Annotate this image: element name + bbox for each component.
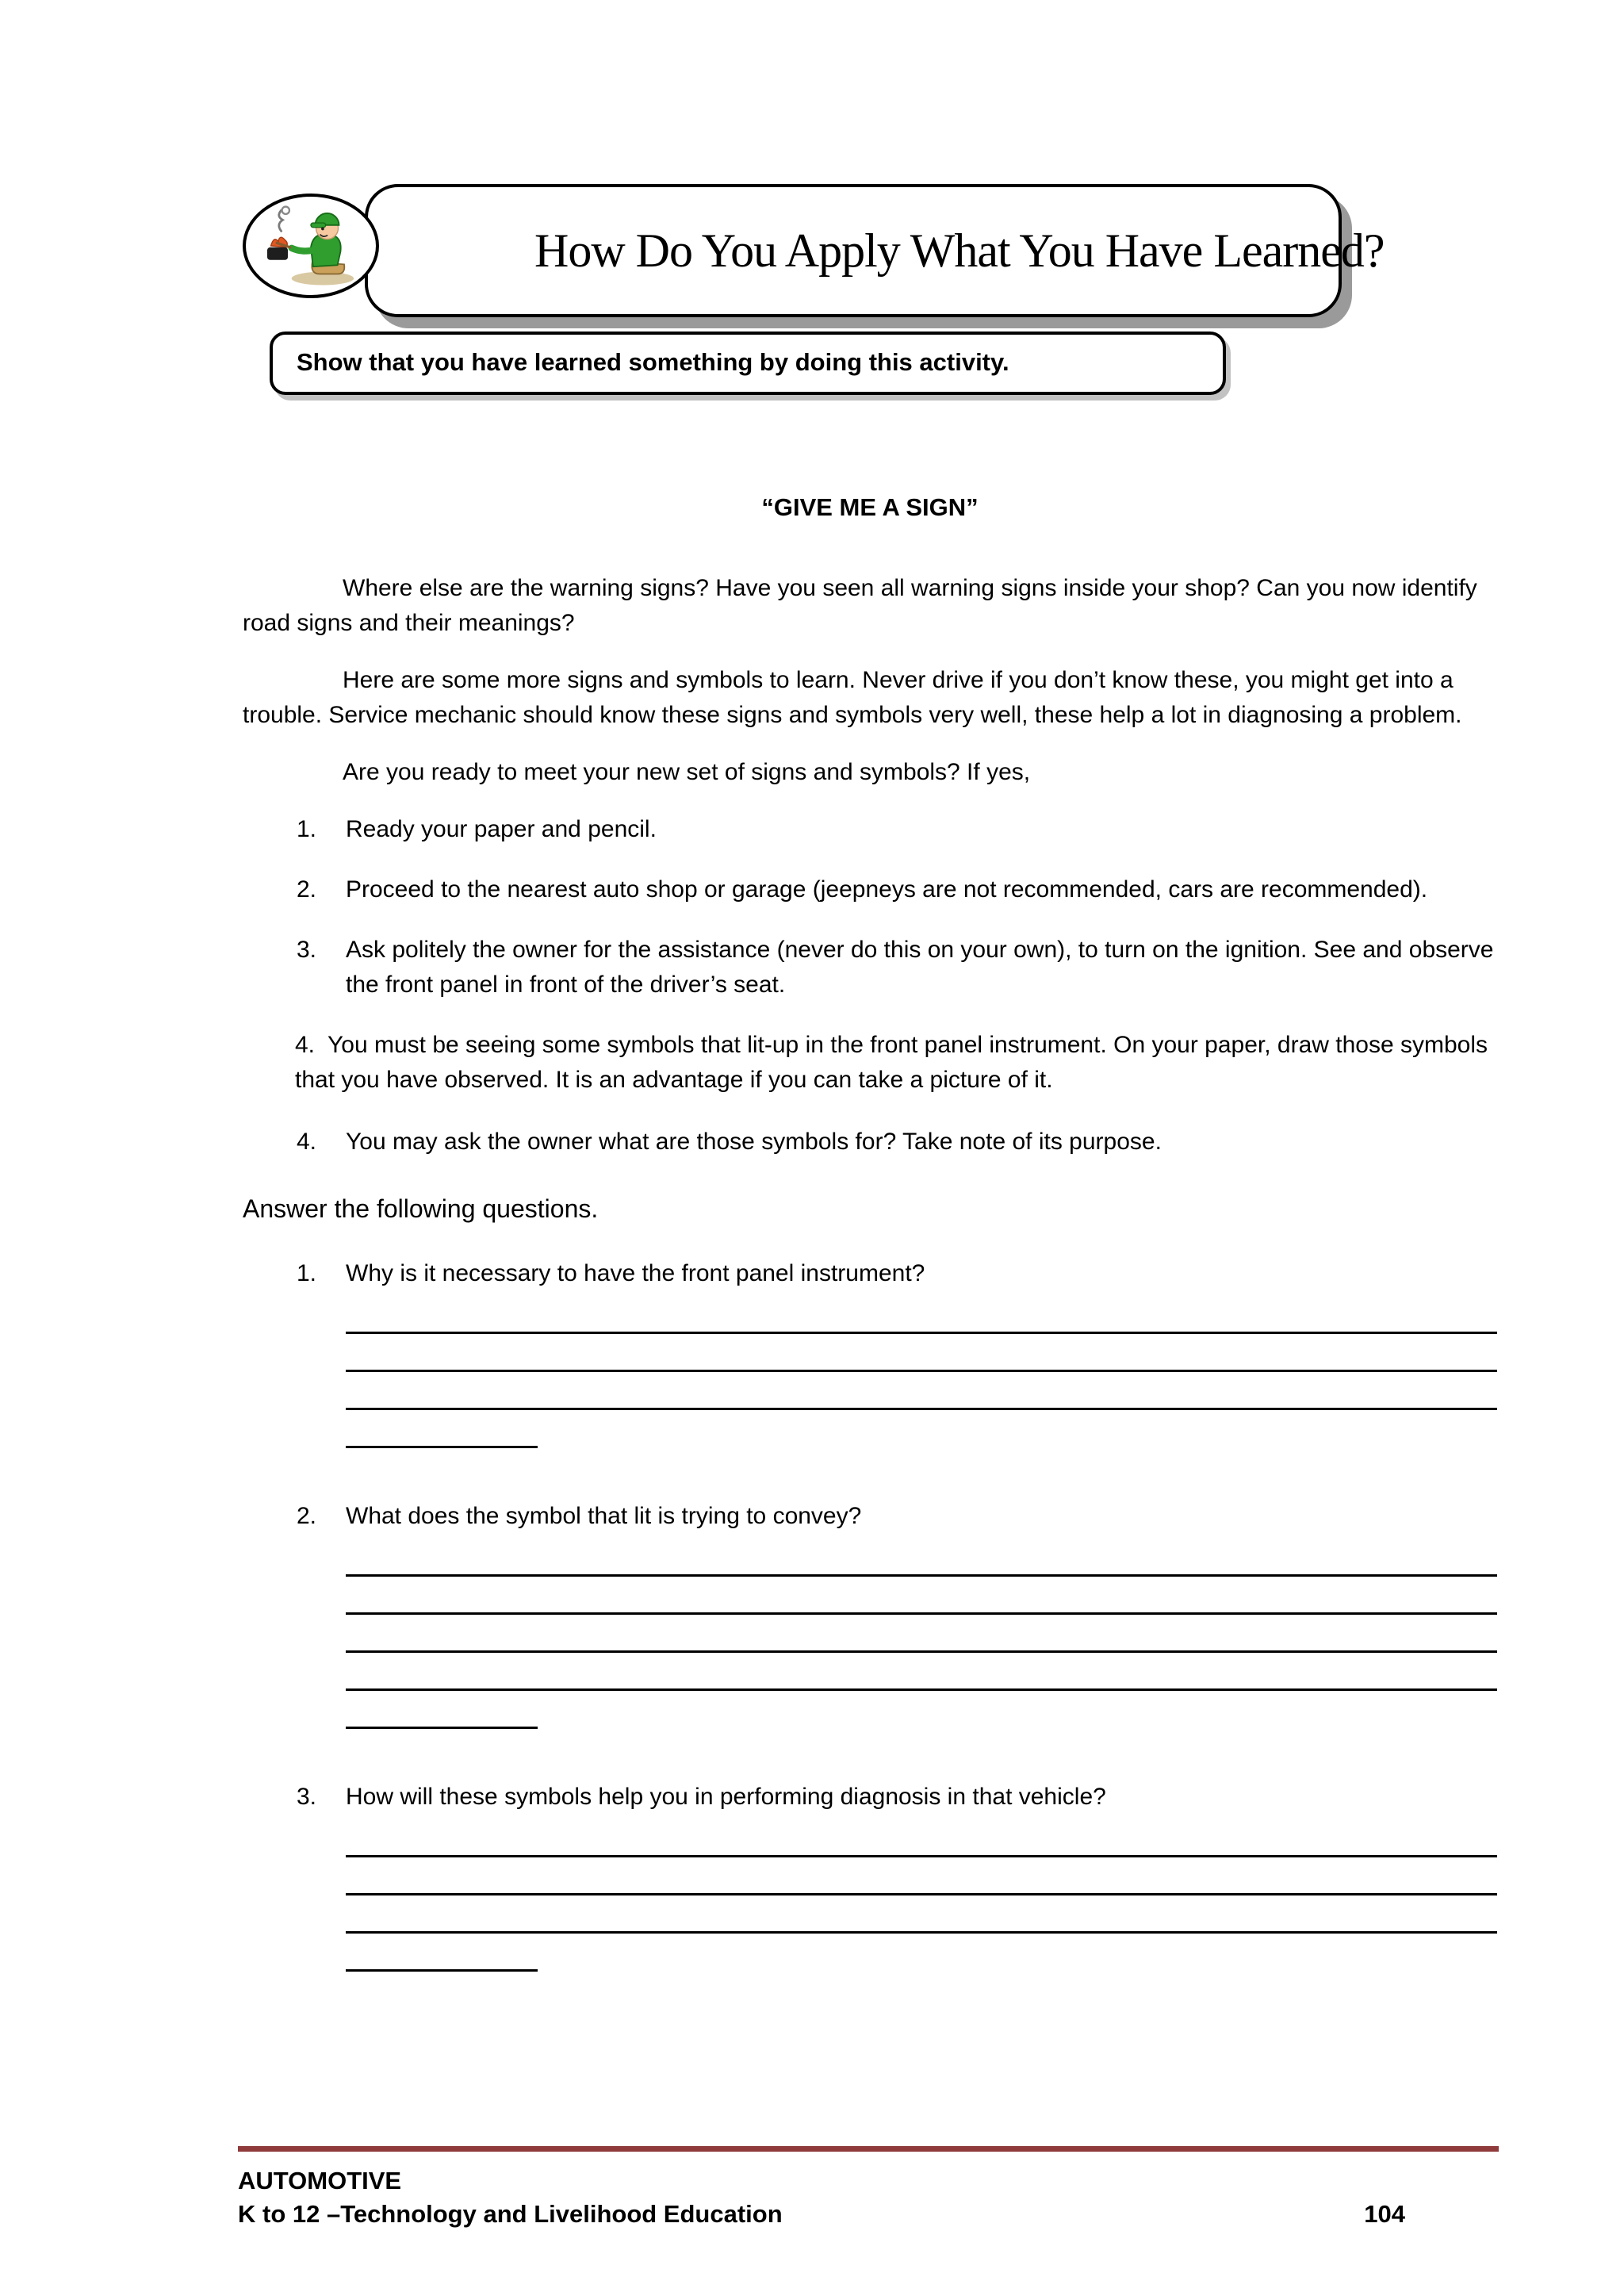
footer-rule: [238, 2146, 1499, 2152]
instruction-box: [270, 332, 1226, 395]
question-text: How will these symbols help you in performing diagnosis in that vehicle?: [346, 1784, 1106, 1810]
question-row: [243, 1780, 1497, 1815]
step-text: Ready your paper and pencil.: [346, 816, 657, 842]
paragraph: Are you ready to meet your new set of signs and symbols? If yes,: [343, 759, 1031, 785]
footer-course-row: [238, 2198, 1499, 2231]
step-number: 4.: [297, 1129, 317, 1155]
header-banner: [243, 182, 1385, 325]
answer-line: [346, 1296, 1497, 1334]
footer-section-label: AUTOMOTIVE: [238, 2167, 402, 2194]
answer-line-short: [346, 1691, 538, 1729]
footer-course-label: K to 12 –Technology and Livelihood Education: [238, 2200, 783, 2228]
footer-page-number: 104: [1364, 2200, 1405, 2228]
question-row: [243, 1499, 1497, 1534]
step-text: You must be seeing some symbols that lit-up in the front panel instrument. On your paper, draw those symbols that you have observed. It is an advantage if you can take a picture of it.: [295, 1032, 1488, 1093]
answer-lines: [346, 1296, 1497, 1448]
answer-lines: [346, 1819, 1497, 1972]
banner-title-box: [365, 184, 1385, 317]
answer-lines: [346, 1539, 1497, 1729]
boy-cooking-campfire-icon: [251, 201, 370, 290]
step-text: Ask politely the owner for the assistance (never do this on your own), to turn on the ignition. See and observe the front panel in front of the driver’s seat.: [346, 937, 1494, 998]
activity-title: “GIVE ME A SIGN”: [761, 493, 979, 521]
step-number: 2.: [297, 876, 317, 903]
question-block: [243, 1499, 1497, 1729]
paragraph: Where else are the warning signs? Have you seen all warning signs inside your shop? Can you now identify road signs and their meanings?: [243, 575, 1477, 636]
question-number: 1.: [297, 1260, 317, 1286]
paragraph: Here are some more signs and symbols to learn. Never drive if you don’t know these, you might get into a trouble. Service mechanic should know these signs and symbols very well, these help a lot in diagnosing a problem.: [243, 667, 1462, 728]
step-item: [243, 812, 1497, 847]
answer-line-short: [346, 1934, 538, 1972]
answer-line: [346, 1895, 1497, 1934]
page-title: How Do You Apply What You Have Learned?: [534, 224, 1385, 277]
step-text: You may ask the owner what are those symbols for? Take note of its purpose.: [346, 1129, 1162, 1155]
step-text: Proceed to the nearest auto shop or garage (jeepneys are not recommended, cars are recommended).: [346, 876, 1428, 903]
page-footer: [238, 2146, 1499, 2231]
step-number: 3.: [297, 937, 317, 963]
answer-line-short: [346, 1410, 538, 1448]
instruction-text: Show that you have learned something by doing this activity.: [297, 348, 1009, 376]
answer-line: [346, 1539, 1497, 1577]
answer-line: [346, 1615, 1497, 1653]
question-number: 2.: [297, 1503, 317, 1529]
mascot-oval: [243, 194, 379, 298]
question-text: What does the symbol that lit is trying to convey?: [346, 1503, 862, 1529]
step-item: [243, 1125, 1497, 1159]
question-row: [243, 1256, 1497, 1291]
step-number: 1.: [297, 816, 317, 842]
answer-line: [346, 1577, 1497, 1615]
question-number: 3.: [297, 1784, 317, 1810]
worksheet-content: [243, 490, 1497, 2022]
answer-line: [346, 1334, 1497, 1372]
answer-line: [346, 1372, 1497, 1410]
question-block: [243, 1256, 1497, 1448]
answer-line: [346, 1653, 1497, 1691]
step-item: [243, 872, 1497, 907]
question-block: [243, 1780, 1497, 1972]
questions-heading: Answer the following questions.: [243, 1194, 599, 1223]
question-text: Why is it necessary to have the front panel instrument?: [346, 1260, 925, 1286]
step-number: 4.: [295, 1032, 316, 1058]
answer-line: [346, 1857, 1497, 1895]
step-item-paragraph: [295, 1028, 1497, 1098]
answer-line: [346, 1819, 1497, 1857]
step-item: [243, 933, 1497, 1002]
